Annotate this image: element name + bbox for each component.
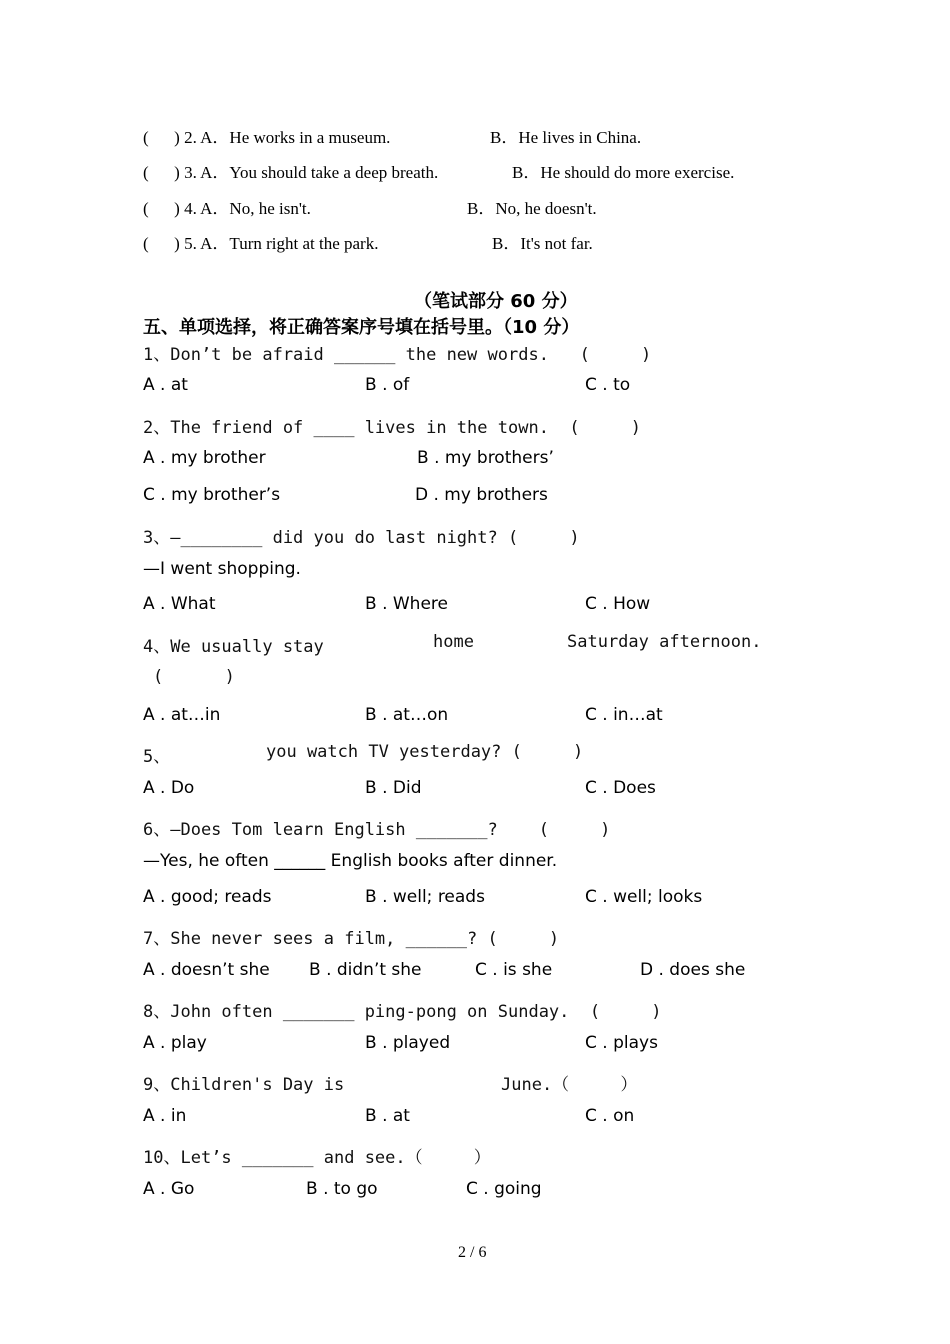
q10-option-b: B . to go (306, 1179, 378, 1199)
q2-option-b: B . my brothers’ (417, 448, 554, 468)
q6-option-a: A . good; reads (143, 887, 272, 907)
q3-response: —I went shopping. (143, 559, 301, 579)
q2-option-a: A . my brother (143, 448, 266, 468)
q6-option-b: B . well; reads (365, 887, 485, 907)
q4-option-b: B . at…on (365, 705, 449, 725)
listening-item-5-option-b: B．It's not far. (492, 234, 593, 253)
q7-option-b: B . didn’t she (309, 960, 422, 980)
q1-option-a: A . at (143, 375, 188, 395)
q1-option-b: B . of (365, 375, 410, 395)
question-4-part-1: 4、We usually stay (143, 637, 324, 657)
listening-item-2: ( ) 2. A．He works in a museum. (143, 128, 391, 147)
q6-response: —Yes, he often ______ English books after dinner. (143, 851, 558, 871)
q5-option-a: A . Do (143, 778, 195, 798)
q9-option-c: C . on (585, 1106, 635, 1126)
listening-item-2-option-b: B．He lives in China. (490, 128, 642, 147)
page-number: 2 / 6 (458, 1244, 487, 1261)
q9-option-b: B . at (365, 1106, 410, 1126)
question-2: 2、The friend of ____ lives in the town. ( ) (143, 418, 642, 438)
listening-item-3-option-b: B．He should do more exercise. (512, 163, 735, 182)
section-title: 五、单项选择，将正确答案序号填在括号里。（10 分） (143, 317, 580, 338)
q4-option-a: A . at…in (143, 705, 221, 725)
question-9-part-1: 9、Children's Day is (143, 1075, 345, 1095)
q5-option-c: C . Does (585, 778, 656, 798)
question-9-part-2: June.（ ） (501, 1075, 638, 1095)
q10-option-c: C . going (466, 1179, 542, 1199)
listening-item-3: ( ) 3. A．You should take a deep breath. (143, 163, 439, 182)
q2-option-d: D . my brothers (415, 485, 548, 505)
question-1: 1、Don’t be afraid ______ the new words. ( ) (143, 345, 652, 365)
question-4-part-2: home (433, 632, 474, 652)
question-8: 8、John often _______ ping-pong on Sunday. ( ) (143, 1002, 662, 1022)
question-5: you watch TV yesterday? ( ) (266, 742, 584, 762)
q6-option-c: C . well; looks (585, 887, 703, 907)
question-5-number: 5、 (143, 747, 171, 767)
q3-option-b: B . Where (365, 594, 448, 614)
q1-option-c: C . to (585, 375, 631, 395)
q8-option-c: C . plays (585, 1033, 658, 1053)
listening-item-4: ( ) 4. A．No, he isn't. (143, 199, 311, 218)
q3-option-c: C . How (585, 594, 651, 614)
q2-option-c: C . my brother’s (143, 485, 281, 505)
q7-option-c: C . is she (475, 960, 553, 980)
q7-option-a: A . doesn’t she (143, 960, 270, 980)
q10-option-a: A . Go (143, 1179, 195, 1199)
q3-option-a: A . What (143, 594, 216, 614)
q9-option-a: A . in (143, 1106, 187, 1126)
listening-item-5: ( ) 5. A．Turn right at the park. (143, 234, 379, 253)
question-3: 3、—________ did you do last night? ( ) (143, 528, 580, 548)
question-6: 6、—Does Tom learn English _______? ( ) (143, 820, 611, 840)
q8-option-a: A . play (143, 1033, 207, 1053)
q8-option-b: B . played (365, 1033, 451, 1053)
question-7: 7、She never sees a film, ______? ( ) (143, 929, 560, 949)
question-10: 10、Let’s _______ and see.（ ） (143, 1148, 491, 1168)
written-part-title: （笔试部分 60 分） (414, 291, 578, 312)
question-4-answer-bracket: ( ) (153, 667, 235, 687)
q7-option-d: D . does she (640, 960, 746, 980)
question-4-part-3: Saturday afternoon. (567, 632, 762, 652)
q5-option-b: B . Did (365, 778, 422, 798)
q4-option-c: C . in…at (585, 705, 663, 725)
listening-item-4-option-b: B．No, he doesn't. (467, 199, 597, 218)
